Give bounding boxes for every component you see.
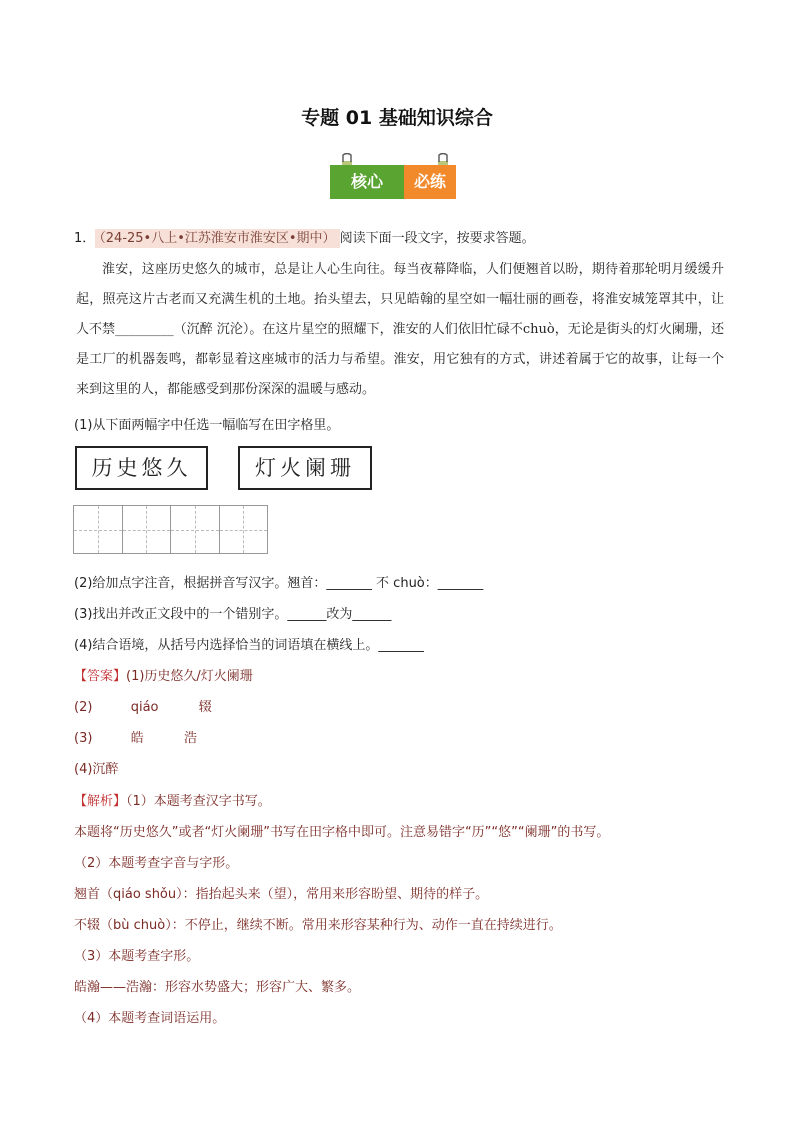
badge-practice-label: 必练 (404, 165, 456, 199)
analysis-label: 【解析】 (74, 794, 127, 809)
answer-line-4: (4)沉醉 (74, 762, 119, 777)
analysis-line-6: （3）本题考查字形。 (74, 949, 200, 964)
answer-line-3 (74, 727, 197, 746)
badge-core-label: 核心 (330, 165, 404, 199)
sub-question-4: (4)结合语境，从括号内选择恰当的词语填在横线上。_______ (74, 638, 424, 653)
answer-label: 【答案】 (74, 669, 127, 684)
passage-text: 淮安，这座历史悠久的城市，总是让人心生向往。每当夜幕降临，人们便翘首以盼，期待着那轮明月缓缓升起，照亮这片古老而又充满生机的土地。抬头望去，只见皓翰的星空如一幅壮丽的画卷，将淮安城笼罩其中，让人不禁_________（沉醉 沉沦）。在这片星空的照耀下，淮安的人们依旧忙碌不chuò，无论是街头的灯火阑珊，还是工厂的机器轰鸣，都彰显着这座城市的活力与希望。淮安，用它独有的方式，讲述着属于它的故事，让每一个来到这里的人，都能感受到那份深深的温暖与感动。 (76, 262, 724, 397)
answer-2-number: (2) (74, 700, 93, 715)
word-box-2: 灯火阑珊 (238, 446, 372, 490)
tianzige-grid[interactable] (73, 505, 268, 554)
answer-2-value-2: 辍 (198, 700, 212, 715)
analysis-line-7: 皓瀚——浩瀚：形容水势盛大；形容广大、繁多。 (74, 980, 361, 995)
grid-cell[interactable] (74, 506, 123, 553)
answer-1: (1)历史悠久/灯火阑珊 (126, 669, 253, 684)
grid-cell[interactable] (171, 506, 220, 553)
analysis-line-8: （4）本题考查词语运用。 (74, 1011, 226, 1026)
answer-3-value-2: 浩 (184, 731, 198, 746)
reading-passage (76, 255, 724, 405)
sub-question-1: (1)从下面两幅字中任选一幅临写在田字格里。 (74, 418, 340, 433)
analysis-line-2: 本题将“历史悠久”或者“灯火阑珊”书写在田字格中即可。注意易错字“历”“悠”“阑珊”的书写。 (74, 825, 610, 840)
question-source: （24-25•八上•江苏淮安市淮安区•期中） (95, 229, 339, 248)
analysis-line-3: （2）本题考查字音与字形。 (74, 856, 239, 871)
word-box-1: 历史悠久 (75, 446, 208, 490)
core-practice-badge (330, 153, 456, 203)
analysis-line-5: 不辍（bù chuò）：不停止，继续不断。常用来形容某种行为、动作一直在持续进行。 (74, 918, 562, 933)
grid-cell[interactable] (123, 506, 172, 553)
analysis-line-4: 翘首（qiáo shǒu）：指抬起头来（望），常用来形容盼望、期待的样子。 (74, 887, 489, 902)
page-title: 专题 01 基础知识综合 (301, 107, 493, 129)
answer-line-1 (74, 665, 253, 684)
answer-3-number: (3) (74, 731, 93, 746)
question-instruction: 阅读下面一段文字，按要求答题。 (339, 231, 535, 246)
answer-2-value-1: qiáo (130, 700, 159, 715)
answer-3-value-1: 皓 (130, 731, 144, 746)
answer-line-2 (74, 696, 212, 715)
analysis-line-1: 【解析】（1）本题考查汉字书写。 (74, 794, 271, 809)
question-number: 1． (74, 231, 96, 246)
sub-question-2: (2)给加点字注音，根据拼音写汉字。翘首：_______ 不 chuò：_______ (74, 576, 484, 591)
sub-question-3: (3)找出并改正文段中的一个错别字。______改为______ (74, 607, 392, 622)
grid-cell[interactable] (220, 506, 268, 553)
question-header (74, 227, 535, 246)
